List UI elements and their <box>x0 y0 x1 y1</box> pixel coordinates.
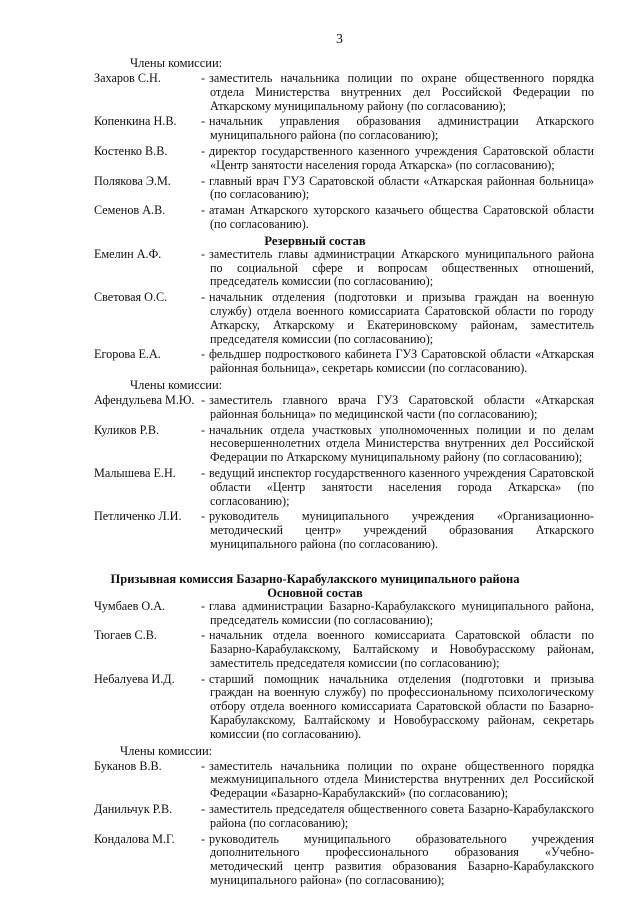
member-description <box>201 628 594 670</box>
member-description-text: начальник отделения (подготовки и призыва граждан на военную службу) отдела военного комиссариата Саратовской области по городу Аткарску, Аткарскому и Екатериновскому районам, заместитель председателя комиссии (по согласованию); <box>209 290 594 346</box>
member-entry <box>0 673 640 742</box>
member-description <box>201 671 594 742</box>
member-entry <box>0 467 640 508</box>
members-subheader: Члены комиссии: <box>120 743 213 758</box>
member-description <box>201 422 594 465</box>
dash-separator: - <box>201 802 206 817</box>
dash-separator: - <box>201 831 206 846</box>
member-entry <box>0 145 640 173</box>
member-description <box>201 831 594 888</box>
commission-section <box>0 744 640 888</box>
member-entry <box>0 204 640 232</box>
member-description <box>201 71 594 113</box>
member-description <box>201 802 594 831</box>
member-description-text: руководитель муниципального учреждения «Организационно-методический центр» учреждений образования Аткарского муниципального района (по согласованию). <box>209 509 594 551</box>
member-entry <box>0 72 640 113</box>
member-entry <box>0 394 640 422</box>
member-description-text: заместитель главного врача ГУЗ Саратовской области «Аткарская районная больница» по медицинской части (по согласованию); <box>209 392 594 421</box>
member-name: Емелин А.Ф. <box>94 246 162 261</box>
member-description-text: заместитель главы администрации Аткарского муниципального района по социальной сфере и вопросам общественных отношений, председатель комиссии (по согласованию); <box>209 246 594 289</box>
member-description <box>201 347 594 376</box>
member-entry <box>0 803 640 831</box>
dash-separator: - <box>201 173 206 188</box>
dash-separator: - <box>201 203 206 218</box>
dash-separator: - <box>201 290 206 305</box>
member-name: Небалуева И.Д. <box>94 671 175 686</box>
member-name: Афендульева М.Ю. <box>94 392 195 407</box>
member-name: Куликов Р.В. <box>94 422 160 437</box>
dash-separator: - <box>201 465 206 480</box>
member-description <box>201 598 594 628</box>
member-description <box>201 143 594 173</box>
member-name: Данильчук Р.В. <box>94 802 173 817</box>
member-entry <box>0 833 640 888</box>
member-description <box>201 465 594 508</box>
member-name: Копенкина Н.В. <box>94 114 177 129</box>
dash-separator: - <box>201 71 206 85</box>
member-entry <box>0 510 640 551</box>
dash-separator: - <box>201 422 206 437</box>
document-body <box>0 56 640 890</box>
member-name: Захаров С.Н. <box>94 71 161 85</box>
dash-separator: - <box>201 758 206 773</box>
member-description-text: заместитель начальника полиции по охране общественного порядка отдела Министерства внутренних дел Российской Федерации по Аткарскому муниципальному району (по согласованию); <box>209 71 594 113</box>
member-description <box>201 758 594 801</box>
member-entry <box>0 629 640 670</box>
member-description <box>201 290 594 346</box>
member-name: Тюгаев С.В. <box>94 628 157 643</box>
dash-separator: - <box>201 347 206 362</box>
member-description-text: заместитель председателя общественного совета Базарно-Карабулакского района (по согласованию); <box>209 802 594 830</box>
commission-section <box>0 56 640 232</box>
member-description-text: фельдшер подросткового кабинета ГУЗ Саратовской области «Аткарская районная больница», секретарь комиссии (по согласованию). <box>209 347 594 376</box>
member-name: Семенов А.В. <box>94 203 166 218</box>
member-description <box>201 203 594 232</box>
member-name: Буканов В.В. <box>94 758 162 773</box>
dash-separator: - <box>201 598 206 613</box>
member-description <box>201 114 594 143</box>
member-name: Петличенко Л.И. <box>94 509 182 524</box>
dash-separator: - <box>201 114 206 129</box>
member-description-text: главный врач ГУЗ Саратовской области «Аткарская районная больница» (по согласованию); <box>209 173 594 202</box>
composition-title: Резервный состав <box>264 233 366 248</box>
member-name: Полякова Э.М. <box>94 173 171 188</box>
dash-separator: - <box>201 392 206 407</box>
commission-title: Призывная комиссия Базарно-Карабулакского муниципального района <box>110 571 520 586</box>
member-name: Малышева Е.Н. <box>94 465 176 480</box>
member-description-text: старший помощник начальника отделения (подготовки и призыва граждан на военную службу) по профессиональному психологическому отбору отдела военного комиссариата Саратовской области по Базарно-Карабулакскому, Балтайскому и Новобурасскому районам, секретарь комиссии (по согласованию). <box>209 671 594 741</box>
member-description-text: заместитель начальника полиции по охране общественного порядка межмуниципального отдела Министерства внутренних дел Российской Федерации «Базарно-Карабулакский» (по согласованию); <box>209 758 594 801</box>
commission-section <box>0 378 640 552</box>
member-entry <box>0 424 640 465</box>
member-description-text: глава администрации Базарно-Карабулакского муниципального района, председатель комиссии (по согласованию); <box>209 598 594 627</box>
member-entry <box>0 175 640 203</box>
page-number: 3 <box>336 32 343 47</box>
member-entry <box>0 600 640 628</box>
dash-separator: - <box>201 143 206 158</box>
member-entry <box>0 291 640 346</box>
member-description-text: начальник отдела военного комиссариата Саратовской области по Базарно-Карабулакскому, Балтайскому и Новобурасскому районам, заместитель председателя комиссии (по согласованию); <box>209 628 594 670</box>
dash-separator: - <box>201 628 206 643</box>
commission-section <box>0 572 640 742</box>
member-description-text: начальник управления образования администрации Аткарского муниципального района (по согласованию); <box>209 114 594 143</box>
member-description <box>201 246 594 289</box>
member-entry <box>0 248 640 289</box>
member-description-text: ведущий инспектор государственного казенного учреждения Саратовской области «Центр занятости населения города Аткарска» (по согласованию); <box>209 465 594 508</box>
composition-title: Основной состав <box>267 585 363 600</box>
member-name: Световая О.С. <box>94 290 168 305</box>
dash-separator: - <box>201 246 206 261</box>
member-entry <box>0 760 640 801</box>
member-name: Костенко В.В. <box>94 143 168 158</box>
member-entry <box>0 115 640 143</box>
member-description-text: руководитель муниципального образовательного учреждения дополнительного профессионального образования «Учебно-методический центр развития образования Базарно-Карабулакского муниципального района» (по согласованию); <box>209 831 594 888</box>
dash-separator: - <box>201 671 206 686</box>
member-description <box>201 173 594 203</box>
members-subheader: Члены комиссии: <box>130 56 223 70</box>
member-description-text: атаман Аткарского хуторского казачьего общества Саратовской области (по согласованию). <box>209 203 594 231</box>
member-description <box>201 392 594 422</box>
member-entry <box>0 348 640 376</box>
member-description-text: начальник отдела участковых уполномоченных полиции и по делам несовершеннолетних отдела Министерства внутренних дел Российской Федерации по Аткарскому муниципальному району (по согласованию); <box>209 422 594 465</box>
member-description-text: директор государственного казенного учреждения Саратовской области «Центр занятости населения города Аткарска» (по согласованию); <box>209 143 594 172</box>
member-name: Чумбаев О.А. <box>94 598 166 613</box>
members-subheader: Члены комиссии: <box>130 377 223 392</box>
member-name: Егорова Е.А. <box>94 347 161 362</box>
member-description <box>201 509 594 551</box>
commission-section <box>0 234 640 376</box>
member-name: Кондалова М.Г. <box>94 831 175 846</box>
dash-separator: - <box>201 509 206 524</box>
